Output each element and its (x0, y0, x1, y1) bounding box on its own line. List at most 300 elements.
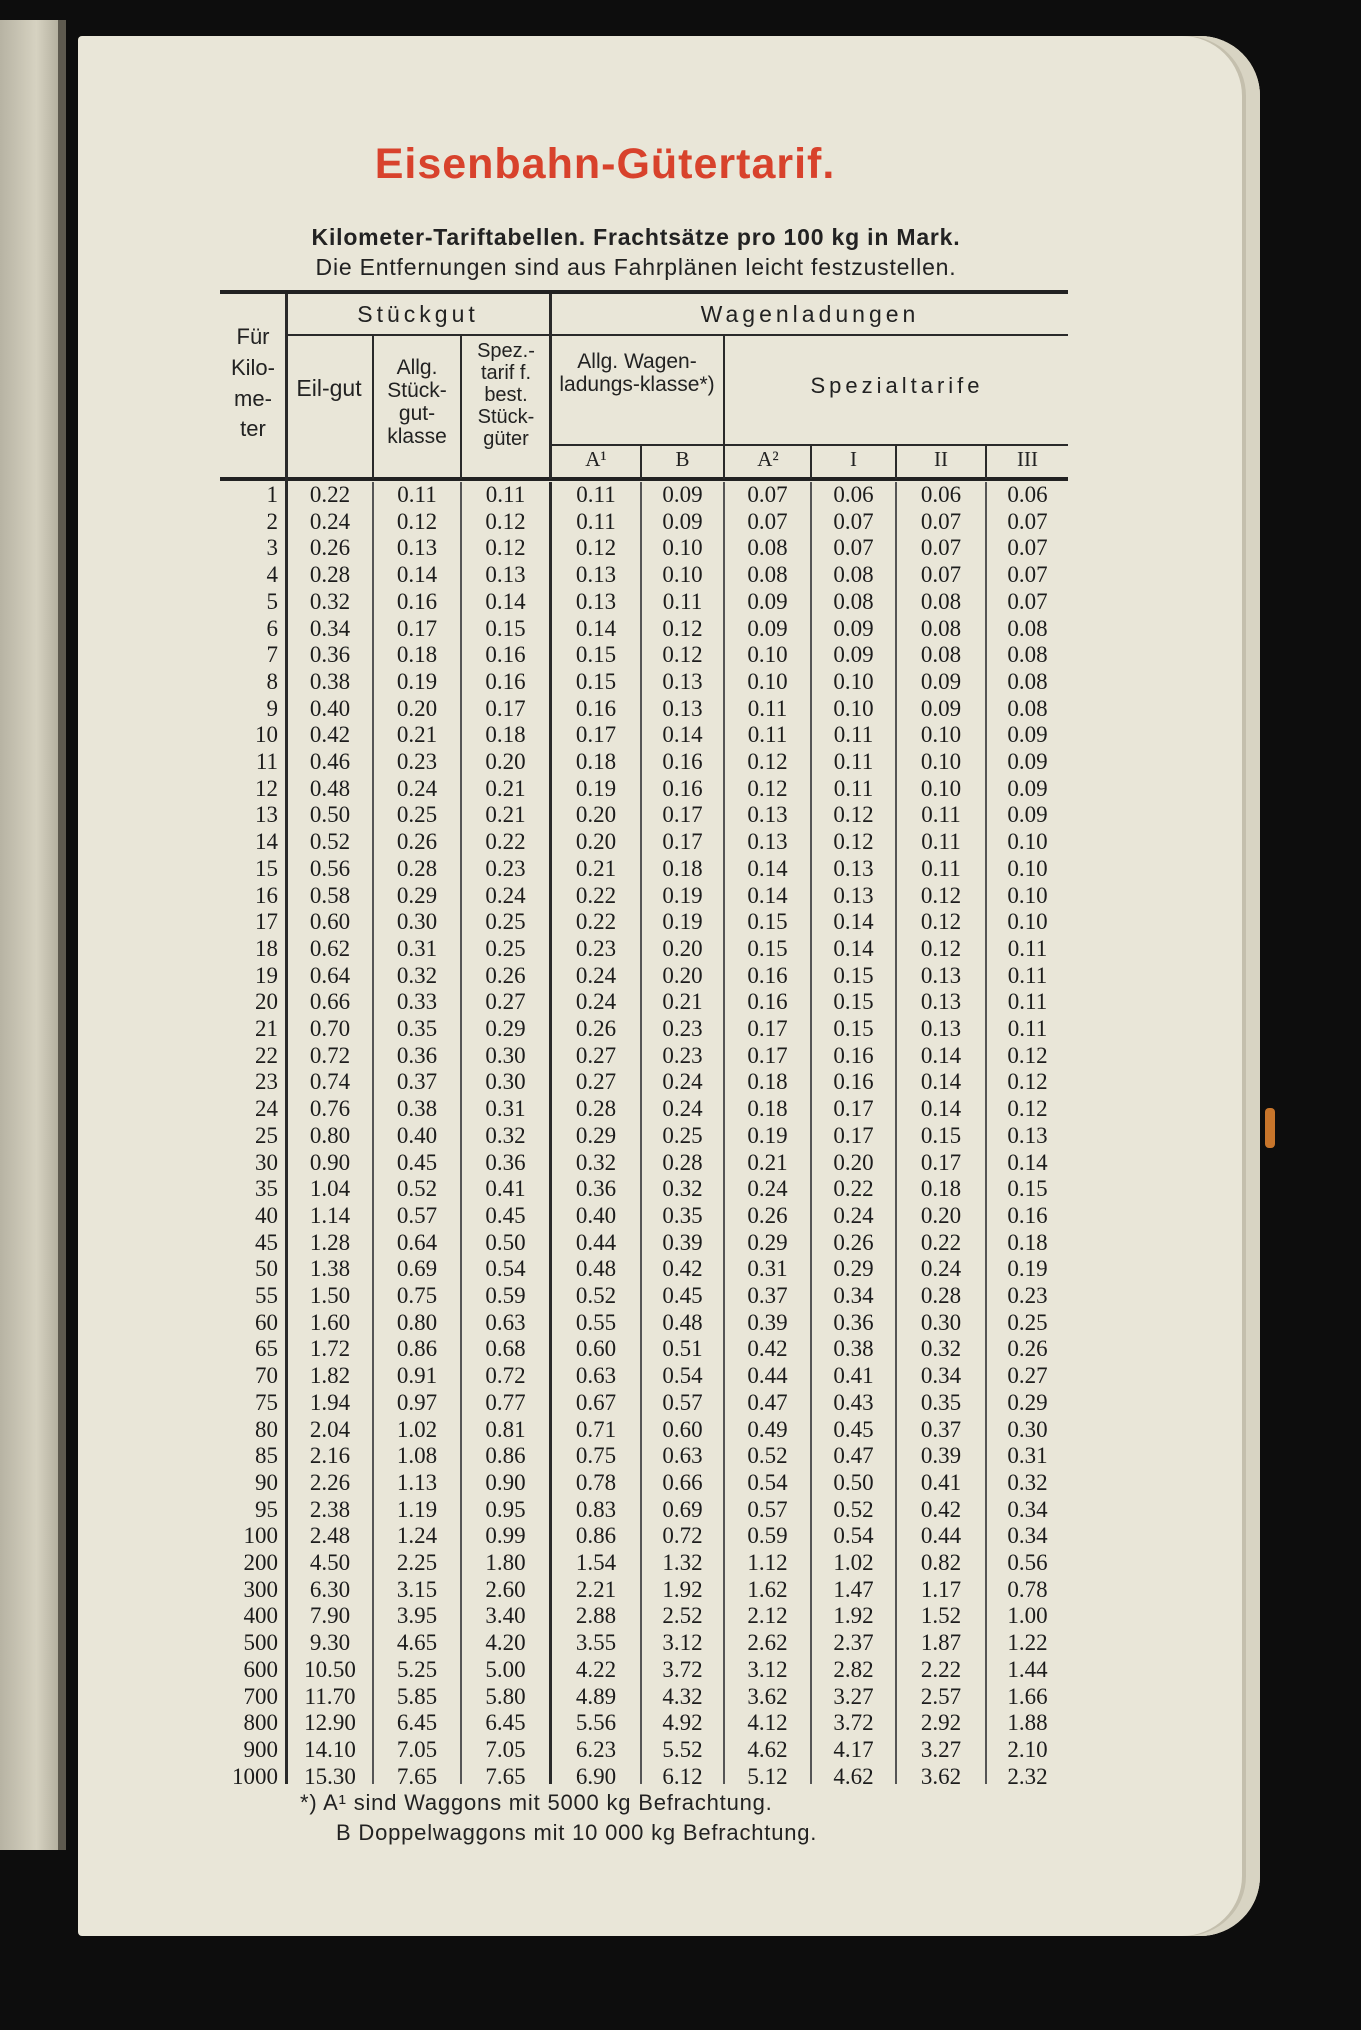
cell-a2: 0.52 (747, 1443, 788, 1469)
cell-ii: 2.92 (920, 1710, 962, 1736)
cell-i: 0.07 (833, 508, 874, 534)
cell-spez-tarif: 0.45 (485, 1202, 526, 1228)
cell-spez-tarif: 0.30 (485, 1069, 526, 1095)
cell-allg-stueckgut: 0.14 (396, 562, 438, 588)
cell-a1: 0.55 (575, 1309, 617, 1335)
cell-a2: 0.21 (747, 1149, 788, 1175)
cell-i: 0.43 (833, 1389, 874, 1415)
cell-a2: 0.11 (747, 722, 788, 748)
cell-b: 0.24 (662, 1069, 703, 1095)
cell-a2: 0.14 (747, 855, 788, 881)
cell-b: 0.35 (662, 1202, 703, 1228)
table-row (0, 1096, 1100, 1123)
cell-i: 0.09 (833, 615, 874, 641)
cell-eilgut: 4.50 (309, 1550, 351, 1575)
cell-a1: 0.71 (575, 1416, 617, 1442)
cell-iii: 0.16 (1007, 1202, 1048, 1228)
cell-allg-stueckgut: 1.19 (396, 1496, 438, 1522)
cell-a1: 4.22 (575, 1656, 617, 1682)
header-divider-eilgut (372, 334, 374, 479)
cell-km: 60 (255, 1309, 278, 1335)
cell-b: 0.28 (662, 1149, 703, 1175)
cell-km: 40 (255, 1202, 278, 1228)
cell-km: 2 (266, 508, 278, 534)
cell-a2: 0.09 (747, 615, 788, 641)
cell-iii: 0.30 (1007, 1416, 1048, 1442)
cell-km: 200 (243, 1550, 278, 1575)
cell-eilgut: 1.04 (309, 1176, 351, 1202)
cell-a2: 0.10 (747, 668, 788, 694)
cell-a2: 0.39 (747, 1309, 788, 1335)
cell-i: 3.27 (833, 1683, 874, 1709)
cell-b: 0.57 (662, 1389, 703, 1415)
cell-spez-tarif: 0.21 (485, 775, 526, 801)
cell-a1: 0.52 (575, 1283, 617, 1308)
cell-b: 0.09 (662, 508, 703, 534)
cell-spez-tarif: 0.21 (485, 802, 526, 828)
cell-b: 0.23 (662, 1042, 703, 1068)
cell-a2: 0.14 (747, 882, 788, 908)
cell-allg-stueckgut: 0.35 (396, 1016, 438, 1041)
table-row (0, 1657, 1100, 1684)
cell-b: 0.51 (662, 1336, 703, 1362)
cell-eilgut: 0.36 (309, 642, 351, 668)
cell-a2: 0.13 (747, 802, 788, 828)
cell-a1: 0.36 (575, 1176, 617, 1202)
cell-eilgut: 0.28 (309, 562, 351, 588)
cell-b: 0.12 (662, 615, 703, 641)
cell-ii: 0.28 (920, 1283, 962, 1308)
table-row (0, 509, 1100, 536)
cell-eilgut: 0.26 (309, 535, 351, 561)
header-ii: II (934, 447, 948, 471)
cell-allg-stueckgut: 7.65 (396, 1763, 438, 1789)
cell-a2: 1.12 (747, 1550, 788, 1575)
cell-i: 0.36 (833, 1309, 874, 1335)
cell-i: 0.24 (833, 1202, 874, 1228)
cell-a2: 3.62 (747, 1683, 788, 1709)
cell-km: 10 (255, 722, 278, 748)
cell-a2: 0.17 (747, 1016, 788, 1041)
cell-iii: 0.07 (1007, 508, 1048, 534)
cell-b: 0.24 (662, 1096, 703, 1122)
cell-km: 17 (255, 909, 278, 935)
cell-eilgut: 0.66 (309, 989, 351, 1015)
cell-ii: 1.17 (920, 1576, 962, 1602)
cell-ii: 0.82 (920, 1550, 962, 1575)
cell-b: 0.63 (662, 1443, 703, 1469)
cell-b: 0.20 (662, 962, 703, 988)
cell-eilgut: 0.74 (309, 1069, 351, 1095)
cell-eilgut: 6.30 (309, 1576, 351, 1602)
cell-allg-stueckgut: 6.45 (396, 1710, 438, 1736)
cell-eilgut: 1.38 (309, 1256, 351, 1282)
cell-spez-tarif: 0.31 (485, 1096, 526, 1122)
cell-i: 0.17 (833, 1096, 874, 1122)
cell-ii: 0.08 (920, 615, 962, 641)
cell-spez-tarif: 0.63 (485, 1309, 526, 1335)
cell-iii: 2.32 (1007, 1763, 1048, 1789)
cell-spez-tarif: 0.59 (485, 1283, 526, 1308)
cell-eilgut: 0.48 (309, 775, 351, 801)
header-iii: III (1017, 447, 1038, 471)
cell-b: 0.54 (662, 1363, 703, 1389)
header-km: Für Kilo-me-ter (230, 324, 275, 442)
cell-b: 0.10 (662, 535, 703, 561)
cell-a1: 6.90 (575, 1763, 617, 1789)
cell-i: 0.20 (833, 1149, 874, 1175)
cell-iii: 0.18 (1007, 1229, 1048, 1255)
table-row (0, 1176, 1100, 1203)
cell-a2: 0.44 (747, 1363, 788, 1389)
cell-a1: 0.27 (575, 1042, 617, 1068)
cell-i: 0.11 (833, 775, 874, 801)
table-row (0, 1443, 1100, 1470)
cell-km: 18 (255, 935, 278, 961)
cell-i: 0.34 (833, 1283, 874, 1308)
cell-ii: 0.35 (920, 1389, 962, 1415)
cell-spez-tarif: 0.30 (485, 1042, 526, 1068)
header-allg-stueckgutklasse: Allg. Stück-gut-klasse (387, 356, 447, 449)
header-spez-tarif: Spez.-tarif f. best. Stück-güter (477, 340, 535, 450)
header-bottom-rule (220, 477, 1068, 481)
cell-eilgut: 0.60 (309, 909, 351, 935)
cell-allg-stueckgut: 0.31 (396, 935, 438, 961)
cell-a1: 0.83 (575, 1496, 617, 1522)
cell-km: 16 (255, 882, 278, 908)
table-row (0, 1684, 1100, 1711)
cell-spez-tarif: 5.00 (485, 1656, 526, 1682)
table-row (0, 669, 1100, 696)
table-row (0, 1230, 1100, 1257)
cell-km: 13 (255, 802, 278, 828)
cell-i: 0.11 (833, 749, 874, 774)
cell-iii: 0.10 (1007, 882, 1048, 908)
cell-spez-tarif: 2.60 (485, 1576, 526, 1602)
cell-a2: 0.42 (747, 1336, 788, 1362)
cell-a1: 0.40 (575, 1202, 617, 1228)
cell-iii: 0.07 (1007, 588, 1048, 614)
cell-spez-tarif: 4.20 (485, 1630, 526, 1656)
cell-allg-stueckgut: 0.11 (397, 482, 437, 507)
cell-i: 1.92 (833, 1603, 874, 1629)
cell-eilgut: 0.24 (309, 508, 351, 534)
cell-spez-tarif: 0.27 (485, 989, 526, 1015)
cell-a2: 2.62 (747, 1630, 788, 1656)
cell-b: 4.92 (662, 1710, 703, 1736)
cell-i: 1.02 (833, 1550, 874, 1575)
cell-iii: 0.08 (1007, 615, 1048, 641)
cell-i: 0.15 (833, 1016, 874, 1041)
cell-iii: 0.12 (1007, 1042, 1048, 1068)
header-divider-allg (460, 334, 462, 479)
cell-allg-stueckgut: 0.52 (396, 1176, 438, 1202)
cell-iii: 1.66 (1007, 1683, 1048, 1709)
cell-i: 0.13 (833, 855, 874, 881)
table-row (0, 1016, 1100, 1043)
header-stueckgut: Stückgut (357, 301, 479, 327)
cell-a2: 3.12 (747, 1656, 788, 1682)
cell-allg-stueckgut: 0.19 (396, 668, 438, 694)
cell-iii: 0.56 (1007, 1550, 1048, 1575)
cell-i: 1.47 (833, 1576, 874, 1602)
cell-allg-stueckgut: 5.25 (396, 1656, 438, 1682)
table-row (0, 642, 1100, 669)
cell-iii: 0.11 (1007, 935, 1048, 961)
cell-allg-stueckgut: 0.37 (396, 1069, 438, 1095)
cell-iii: 0.09 (1007, 775, 1048, 801)
cell-ii: 0.32 (920, 1336, 962, 1362)
cell-eilgut: 12.90 (304, 1710, 356, 1736)
cell-eilgut: 0.52 (309, 829, 351, 855)
cell-allg-stueckgut: 0.16 (396, 588, 438, 614)
cell-iii: 0.19 (1007, 1256, 1048, 1282)
cell-i: 0.06 (833, 482, 874, 507)
cell-spez-tarif: 6.45 (485, 1710, 526, 1736)
cell-km: 4 (266, 562, 278, 588)
cell-a2: 0.15 (747, 935, 788, 961)
table-row (0, 776, 1100, 803)
cell-eilgut: 11.70 (304, 1683, 356, 1709)
cell-i: 0.12 (833, 829, 874, 855)
cell-eilgut: 7.90 (309, 1603, 351, 1629)
cell-spez-tarif: 7.05 (485, 1736, 526, 1762)
cell-spez-tarif: 0.24 (485, 882, 526, 908)
cell-km: 21 (255, 1016, 278, 1041)
cell-ii: 0.09 (920, 695, 962, 721)
cell-ii: 0.10 (920, 775, 962, 801)
cell-a2: 0.18 (747, 1069, 788, 1095)
cell-a2: 0.11 (747, 695, 788, 721)
cell-b: 0.18 (662, 855, 703, 881)
header-divider-allg-wagen (723, 334, 725, 479)
cell-iii: 0.06 (1007, 482, 1048, 507)
cell-spez-tarif: 0.41 (485, 1176, 526, 1202)
cell-km: 15 (255, 855, 278, 881)
cell-allg-stueckgut: 0.28 (396, 855, 438, 881)
cell-eilgut: 2.16 (309, 1443, 351, 1469)
cell-allg-stueckgut: 0.20 (396, 695, 438, 721)
cell-iii: 0.25 (1007, 1309, 1048, 1335)
cell-a2: 0.49 (747, 1416, 788, 1442)
cell-km: 11 (255, 749, 278, 774)
cell-km: 65 (255, 1336, 278, 1362)
cell-a2: 4.62 (747, 1736, 788, 1762)
cell-b: 0.14 (662, 722, 703, 748)
cell-a2: 0.24 (747, 1176, 788, 1202)
cell-a1: 0.20 (575, 802, 617, 828)
cell-ii: 0.24 (920, 1256, 962, 1282)
cell-eilgut: 2.38 (309, 1496, 351, 1522)
cell-a2: 0.54 (747, 1469, 788, 1495)
table-row (0, 1283, 1100, 1310)
cell-iii: 0.78 (1007, 1576, 1048, 1602)
cell-a1: 0.19 (575, 775, 617, 801)
cell-iii: 0.08 (1007, 668, 1048, 694)
cell-km: 6 (266, 615, 278, 641)
cell-iii: 0.12 (1007, 1069, 1048, 1095)
cell-b: 0.09 (662, 482, 703, 507)
cell-allg-stueckgut: 3.15 (396, 1576, 438, 1602)
cell-i: 0.16 (833, 1069, 874, 1095)
cell-ii: 0.06 (920, 482, 962, 507)
cell-km: 24 (255, 1096, 278, 1122)
table-row (0, 616, 1100, 643)
cell-b: 4.32 (662, 1683, 703, 1709)
cell-a2: 0.26 (747, 1202, 788, 1228)
cell-a2: 0.07 (747, 508, 788, 534)
cell-km: 75 (255, 1389, 278, 1415)
table-row (0, 1150, 1100, 1177)
cell-eilgut: 2.26 (309, 1469, 351, 1495)
cell-allg-stueckgut: 1.02 (396, 1416, 438, 1442)
cell-eilgut: 0.58 (309, 882, 351, 908)
cell-km: 95 (255, 1496, 278, 1522)
cell-km: 55 (255, 1283, 278, 1308)
cell-a1: 0.11 (576, 508, 616, 534)
cell-ii: 0.18 (920, 1176, 962, 1202)
cell-spez-tarif: 0.12 (485, 508, 526, 534)
cell-a1: 0.27 (575, 1069, 617, 1095)
table-row (0, 1417, 1100, 1444)
cell-allg-stueckgut: 0.97 (396, 1389, 438, 1415)
cell-spez-tarif: 3.40 (485, 1603, 526, 1629)
cell-allg-stueckgut: 0.21 (396, 722, 438, 748)
cell-a1: 2.88 (575, 1603, 617, 1629)
cell-km: 400 (243, 1603, 278, 1629)
cell-ii: 0.14 (920, 1096, 962, 1122)
cell-spez-tarif: 1.80 (485, 1550, 526, 1575)
cell-km: 45 (255, 1229, 278, 1255)
cell-eilgut: 0.46 (309, 749, 351, 774)
cell-a2: 2.12 (747, 1603, 788, 1629)
cell-a1: 6.23 (575, 1736, 617, 1762)
cell-km: 9 (266, 695, 278, 721)
cell-eilgut: 10.50 (304, 1656, 356, 1682)
header-b: B (675, 447, 690, 471)
cell-ii: 0.13 (920, 989, 962, 1015)
cell-spez-tarif: 5.80 (485, 1683, 526, 1709)
cell-a1: 0.18 (575, 749, 617, 774)
cell-allg-stueckgut: 0.33 (396, 989, 438, 1015)
cell-spez-tarif: 0.14 (485, 588, 526, 614)
cell-a2: 5.12 (747, 1763, 788, 1789)
cell-ii: 0.09 (920, 668, 962, 694)
cell-a1: 0.23 (575, 935, 617, 961)
table-row (0, 963, 1100, 990)
page-title: Eisenbahn-Gütertarif. (374, 140, 836, 188)
cell-a1: 0.29 (575, 1122, 617, 1148)
cell-allg-stueckgut: 0.91 (396, 1363, 438, 1389)
cell-iii: 0.34 (1007, 1523, 1048, 1549)
footnote-b: B Doppelwaggons mit 10 000 kg Befrachtung. (336, 1820, 818, 1845)
cell-a1: 0.24 (575, 989, 617, 1015)
cell-ii: 0.07 (920, 535, 962, 561)
cell-a1: 0.20 (575, 829, 617, 855)
cell-allg-stueckgut: 0.40 (396, 1122, 438, 1148)
cell-iii: 0.10 (1007, 829, 1048, 855)
cell-b: 0.16 (662, 749, 703, 774)
cell-allg-stueckgut: 0.25 (396, 802, 438, 828)
cell-ii: 1.87 (920, 1630, 962, 1656)
cell-i: 3.72 (833, 1710, 874, 1736)
cell-allg-stueckgut: 4.65 (396, 1630, 438, 1656)
cell-allg-stueckgut: 0.36 (396, 1042, 438, 1068)
cell-spez-tarif: 0.95 (485, 1496, 526, 1522)
cell-b: 0.20 (662, 935, 703, 961)
cell-allg-stueckgut: 0.23 (396, 749, 438, 774)
cell-i: 0.47 (833, 1443, 874, 1469)
cell-a1: 0.78 (575, 1469, 617, 1495)
cell-i: 0.10 (833, 695, 874, 721)
cell-a2: 0.08 (747, 535, 788, 561)
header-i: I (850, 447, 857, 471)
cell-eilgut: 0.34 (309, 615, 351, 641)
cell-iii: 0.10 (1007, 855, 1048, 881)
cell-b: 1.92 (662, 1576, 703, 1602)
cell-eilgut: 0.42 (309, 722, 351, 748)
cell-a1: 0.75 (575, 1443, 617, 1469)
table-row (0, 482, 1100, 509)
cell-i: 0.15 (833, 962, 874, 988)
cell-b: 6.12 (662, 1763, 703, 1789)
cell-ii: 0.07 (920, 562, 962, 588)
cell-km: 80 (255, 1416, 278, 1442)
cell-km: 8 (266, 668, 278, 694)
cell-eilgut: 0.22 (309, 482, 351, 507)
cell-i: 0.09 (833, 642, 874, 668)
cell-a1: 0.26 (575, 1016, 617, 1041)
cell-i: 0.16 (833, 1042, 874, 1068)
cell-allg-stueckgut: 3.95 (396, 1603, 438, 1629)
cell-allg-stueckgut: 0.86 (396, 1336, 438, 1362)
cell-b: 0.32 (662, 1176, 703, 1202)
cell-b: 0.13 (662, 695, 703, 721)
cell-iii: 0.11 (1007, 962, 1048, 988)
cell-allg-stueckgut: 0.24 (396, 775, 438, 801)
cell-km: 900 (243, 1736, 278, 1762)
cell-spez-tarif: 0.16 (485, 668, 526, 694)
cell-eilgut: 1.72 (309, 1336, 351, 1362)
cell-ii: 3.62 (920, 1763, 962, 1789)
cell-spez-tarif: 0.23 (485, 855, 526, 881)
header-eilgut: Eil-gut (296, 375, 362, 401)
cell-eilgut: 1.60 (309, 1309, 351, 1335)
cell-a1: 0.63 (575, 1363, 617, 1389)
cell-i: 0.50 (833, 1469, 874, 1495)
cell-i: 2.82 (833, 1656, 874, 1682)
cell-km: 30 (255, 1149, 278, 1175)
cell-ii: 0.37 (920, 1416, 962, 1442)
cell-iii: 0.31 (1007, 1443, 1048, 1469)
cell-allg-stueckgut: 0.69 (396, 1256, 438, 1282)
cell-b: 0.23 (662, 1016, 703, 1041)
cell-eilgut: 9.30 (309, 1630, 351, 1656)
cell-ii: 0.10 (920, 722, 962, 748)
cell-i: 0.07 (833, 535, 874, 561)
cell-a2: 0.18 (747, 1096, 788, 1122)
cell-iii: 1.88 (1007, 1710, 1048, 1736)
cell-ii: 0.39 (920, 1443, 962, 1469)
cell-km: 800 (243, 1710, 278, 1736)
cell-ii: 0.11 (921, 802, 961, 828)
cell-spez-tarif: 0.11 (485, 482, 526, 507)
cell-eilgut: 14.10 (304, 1736, 356, 1762)
cell-iii: 0.11 (1007, 989, 1048, 1015)
cell-eilgut: 1.14 (309, 1202, 351, 1228)
cell-km: 70 (255, 1363, 278, 1389)
cell-a2: 0.29 (747, 1229, 788, 1255)
